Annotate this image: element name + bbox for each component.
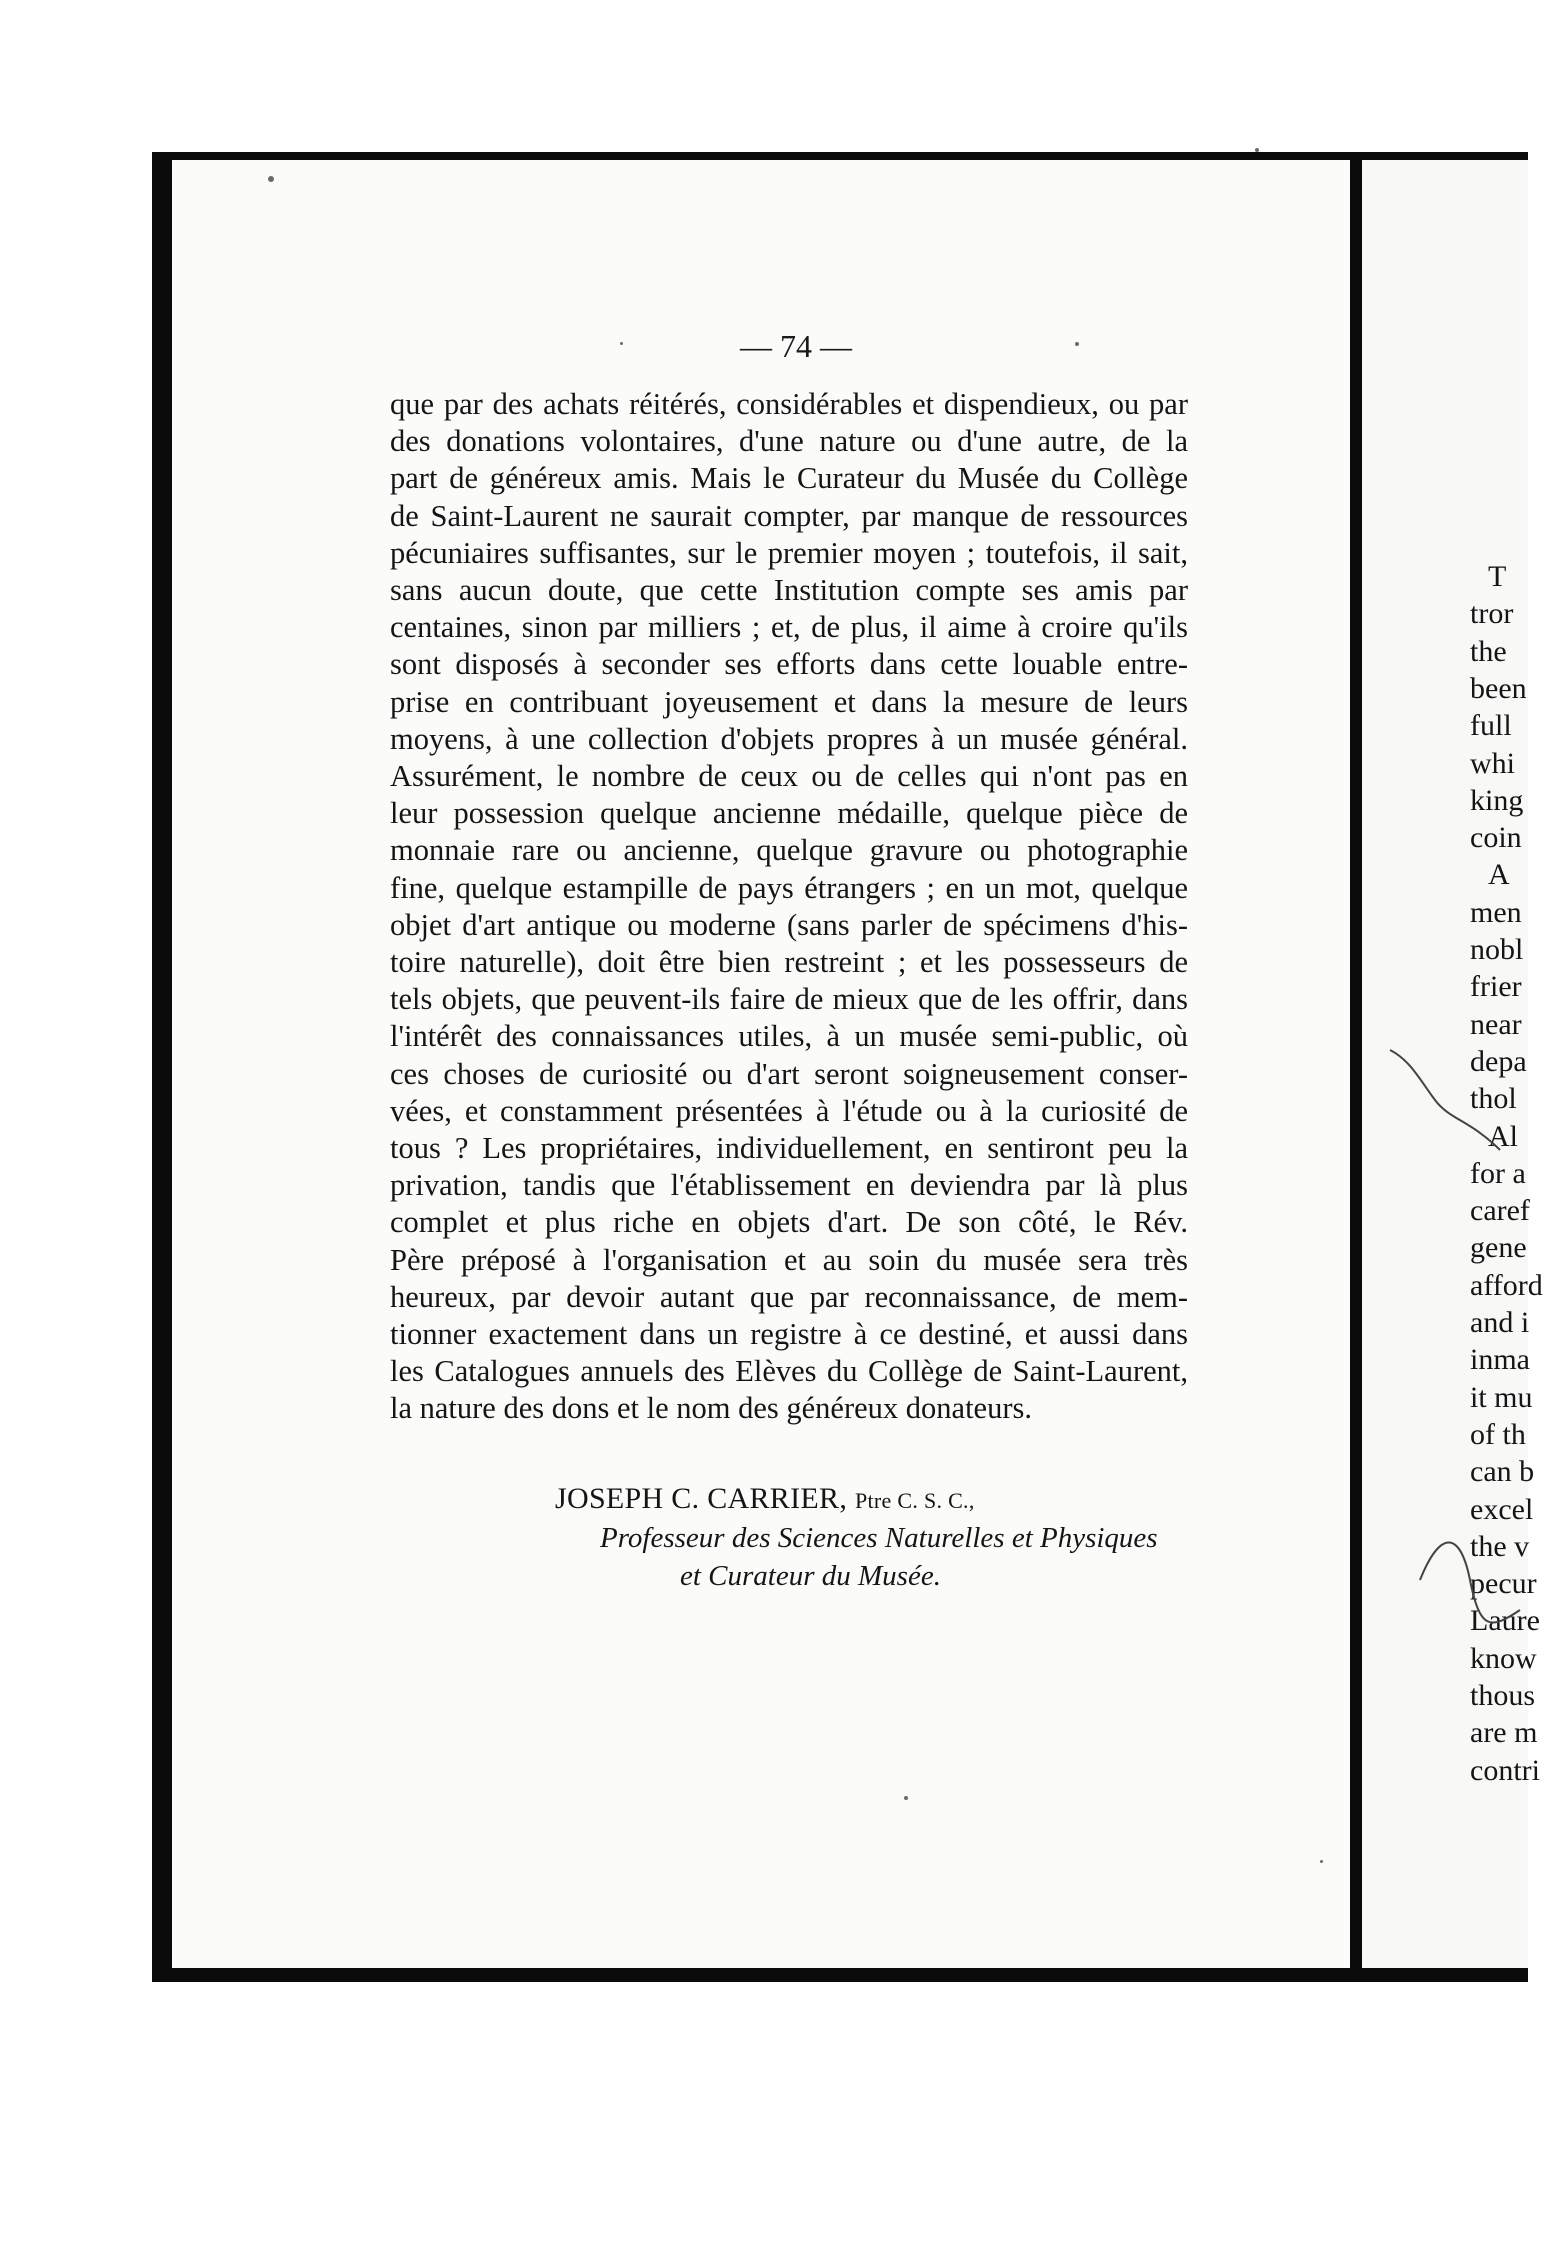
text-line: complet et plus riche en objets d'art. De son côté, le Rév. (390, 1205, 1188, 1240)
text-line: ces choses de curiosité ou d'art seront soigneusement conser- (390, 1056, 1188, 1091)
text-line: sans aucun doute, que cette Institution compte ses amis par (390, 573, 1188, 608)
text-line: objet d'art antique ou moderne (sans parler de spécimens d'his- (390, 907, 1188, 942)
text-line: des donations volontaires, d'une nature ou d'une autre, de la (390, 424, 1188, 459)
text-line: centaines, sinon par milliers ; et, de plus, il aime à croire qu'ils (390, 610, 1188, 645)
text-line: la nature des dons et le nom des généreux donateurs. (390, 1391, 1032, 1426)
facing-page-line: frier (1470, 970, 1522, 1004)
facing-page-line: the v (1470, 1529, 1530, 1563)
text-line: de Saint-Laurent ne saurait compter, par manque de ressources (390, 498, 1188, 533)
text-line: part de généreux amis. Mais le Curateur du Musée du Collège (390, 461, 1188, 496)
facing-page-line: nobl (1470, 933, 1524, 966)
facing-page-line: king (1470, 783, 1524, 817)
facing-page-line: for a (1470, 1156, 1526, 1190)
facing-page-line: can b (1470, 1455, 1535, 1489)
margin-scribble (1420, 1520, 1528, 1640)
facing-page-line: thol (1470, 1082, 1517, 1116)
text-line: pécuniaires suffisantes, sur le premier moyen ; toutefois, il sait, (390, 535, 1188, 570)
facing-page-line: of th (1470, 1417, 1526, 1451)
scan-speck (1075, 342, 1079, 346)
text-line: Assurément, le nombre de ceux ou de celles qui n'ont pas en (390, 759, 1188, 794)
signature-name: JOSEPH C. CARRIER, (555, 1482, 855, 1515)
facing-page-line: depa (1470, 1044, 1527, 1078)
facing-page-line: are m (1470, 1716, 1538, 1750)
text-line: prise en contribuant joyeusement et dans la mesure de leurs (390, 684, 1188, 719)
page-number: — 74 — (740, 328, 852, 364)
scan-speck (1320, 1860, 1323, 1863)
text-line: sont disposés à seconder ses efforts dans cette louable entre- (390, 647, 1188, 682)
facing-page-line: and i (1470, 1306, 1530, 1339)
signature-line (555, 1482, 975, 1516)
facing-page-line: pecur (1470, 1567, 1537, 1601)
text-line: Père préposé à l'organisation et au soin du musée sera très (390, 1242, 1188, 1277)
text-line: tous ? Les propriétaires, individuellement, en sentiront peu la (390, 1131, 1188, 1166)
margin-scribble (1390, 1040, 1528, 1160)
facing-page-line: A (1488, 858, 1510, 892)
text-line: moyens, à une collection d'objets propres à un musée général. (390, 721, 1188, 756)
scan-speck (904, 1796, 908, 1800)
facing-page-line: gene (1470, 1231, 1527, 1265)
text-line: tels objets, que peuvent-ils faire de mieux que de les offrir, dans (390, 982, 1188, 1017)
text-line: fine, quelque estampille de pays étrangers ; en un mot, quelque (390, 870, 1188, 905)
facing-page-line: Al (1488, 1119, 1518, 1153)
text-line: l'intérêt des connaissances utiles, à un musée semi-public, où (390, 1019, 1188, 1054)
facing-page-line: it mu (1470, 1380, 1533, 1414)
facing-page-line: whi (1470, 746, 1515, 780)
text-line: leur possession quelque ancienne médaille, quelque pièce de (390, 796, 1188, 831)
facing-page-line: the (1470, 634, 1507, 668)
facing-page-line: Laure (1470, 1604, 1540, 1638)
body-paragraph (390, 386, 1188, 1428)
facing-page-line: been (1470, 671, 1527, 705)
facing-page-line: tror (1470, 597, 1514, 631)
text-line: tionner exactement dans un registre à ce destiné, et aussi dans (390, 1317, 1188, 1352)
scan-speck (1255, 148, 1259, 152)
facing-page-line: caref (1470, 1194, 1530, 1228)
facing-page-line: excel (1470, 1492, 1534, 1526)
facing-page-line: full (1470, 709, 1512, 743)
facing-page-line: T (1488, 560, 1507, 593)
text-line: les Catalogues annuels des Elèves du Collège de Saint-Laurent, (390, 1354, 1188, 1389)
role-line-2: et Curateur du Musée. (680, 1560, 941, 1592)
text-line: privation, tandis que l'établissement en deviendra par là plus (390, 1168, 1188, 1203)
text-line: que par des achats réitérés, considérables et dispendieux, ou par (390, 387, 1188, 421)
facing-page-line: thous (1470, 1679, 1536, 1712)
facing-page-line: contri (1470, 1753, 1540, 1787)
text-line: monnaie rare ou ancienne, quelque gravure ou photographie (390, 833, 1188, 868)
scan-speck (620, 342, 623, 345)
signature-title: Ptre C. S. C., (854, 1488, 975, 1513)
text-line: vées, et constamment présentées à l'étude ou à la curiosité de (390, 1093, 1188, 1128)
scan-speck (268, 176, 274, 182)
facing-page-line: men (1470, 895, 1522, 929)
text-line: heureux, par devoir autant que par reconnaissance, de mem- (390, 1279, 1188, 1314)
text-line: toire naturelle), doit être bien restreint ; et les possesseurs de (390, 945, 1188, 980)
facing-page-line: afford (1470, 1268, 1543, 1302)
facing-page-line: near (1470, 1007, 1522, 1041)
facing-page-line: inma (1470, 1343, 1530, 1377)
role-line-1: Professeur des Sciences Naturelles et Physiques (600, 1522, 1158, 1554)
facing-page-line: coin (1470, 821, 1522, 855)
facing-page-line: know (1470, 1641, 1537, 1675)
